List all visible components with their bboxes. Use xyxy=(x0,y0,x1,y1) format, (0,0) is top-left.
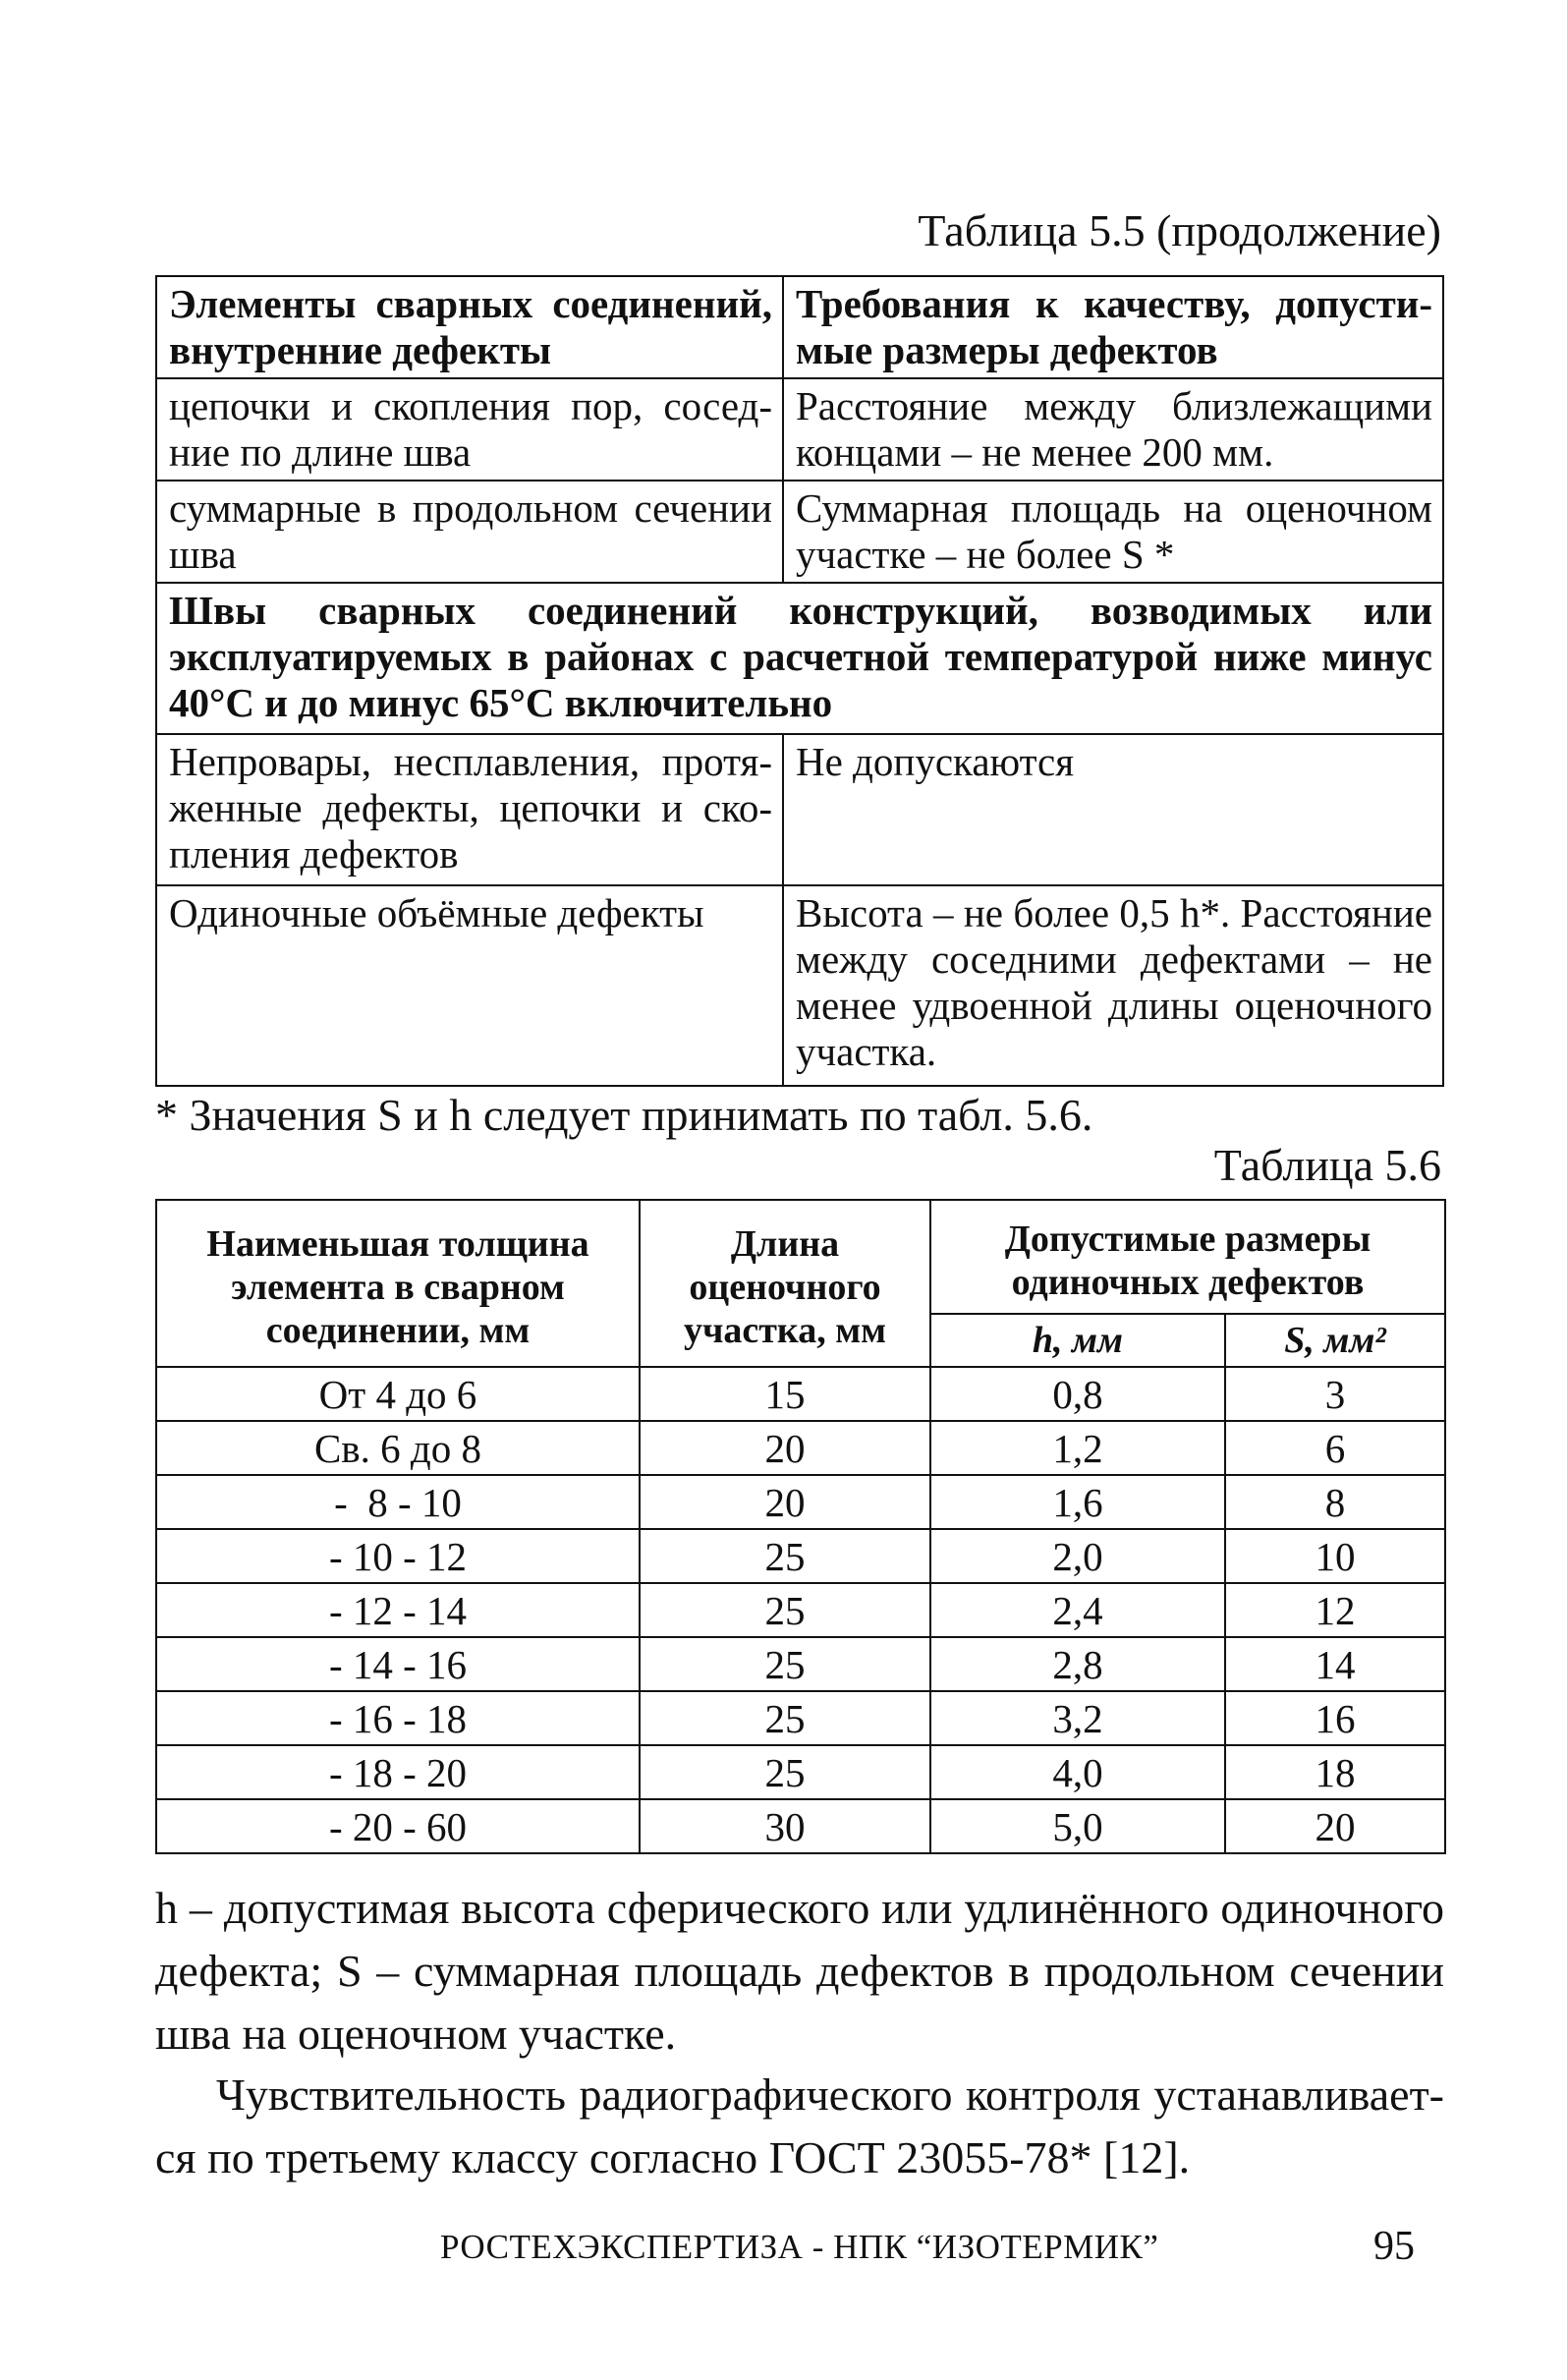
cell-s: 12 xyxy=(1225,1583,1445,1637)
row-element: цепочки и скопления пор, соседние по длине шва xyxy=(156,378,783,481)
table-footnote: * Значения S и h следует принимать по табл. 5.6. xyxy=(155,1090,1093,1140)
cell-h: 2,8 xyxy=(930,1637,1225,1691)
table-5-6 xyxy=(155,1199,1446,1854)
table-row xyxy=(156,1529,1445,1583)
header-elements: Элементы сварных соединений, внутренние дефекты xyxy=(156,276,783,378)
cell-s: 10 xyxy=(1225,1529,1445,1583)
table-row xyxy=(156,378,1443,481)
cell-h: 5,0 xyxy=(930,1799,1225,1853)
table-row xyxy=(156,1745,1445,1799)
table-row xyxy=(156,734,1443,885)
row-element: Непровары, несплавления, протяженные дефекты, цепочки и скопления дефектов xyxy=(156,734,783,885)
cell-s: 18 xyxy=(1225,1745,1445,1799)
cell-s: 14 xyxy=(1225,1637,1445,1691)
cell-length: 25 xyxy=(640,1637,930,1691)
header-thickness: Наименьшая толщина элемента в сварном соединении, мм xyxy=(156,1200,640,1367)
row-requirement-text: Суммарная площадь на оценочном участке – не более S * xyxy=(796,485,1432,577)
row-requirement xyxy=(783,481,1443,583)
table-5-5-caption: Таблица 5.5 (продолжение) xyxy=(918,205,1441,255)
table-row xyxy=(156,1637,1445,1691)
row-requirement: Расстояние между близлежащими концами – не менее 200 мм. xyxy=(783,378,1443,481)
cell-h: 0,8 xyxy=(930,1367,1225,1421)
cell-thickness-range: - 8 - 10 xyxy=(156,1475,640,1529)
table-row xyxy=(156,1367,1445,1421)
section-row xyxy=(156,583,1443,734)
header-allowed-sizes: Допустимые размеры одиночных дефектов xyxy=(930,1200,1445,1314)
row-element: суммарные в продольном сечении шва xyxy=(156,481,783,583)
cell-thickness-range: - 20 - 60 xyxy=(156,1799,640,1853)
cell-h: 4,0 xyxy=(930,1745,1225,1799)
row-element: Одиночные объёмные дефекты xyxy=(156,885,783,1086)
definition-paragraph: h – допустимая высота сферического или удлинённого одиночного дефекта; S – суммарная площадь дефектов в продольном сечении шва на оценочном участке. xyxy=(155,1883,1444,2059)
cell-length: 15 xyxy=(640,1367,930,1421)
cell-length: 25 xyxy=(640,1529,930,1583)
table-5-5 xyxy=(155,275,1444,1087)
cell-h: 1,2 xyxy=(930,1421,1225,1475)
table-row xyxy=(156,1799,1445,1853)
header-length: Длина оценочного участка, мм xyxy=(640,1200,930,1367)
table-5-6-caption: Таблица 5.6 xyxy=(1213,1140,1441,1190)
cell-s: 6 xyxy=(1225,1421,1445,1475)
cell-h: 2,4 xyxy=(930,1583,1225,1637)
table-header-row xyxy=(156,1200,1445,1314)
cell-thickness-range: Св. 6 до 8 xyxy=(156,1421,640,1475)
cell-thickness-range: - 14 - 16 xyxy=(156,1637,640,1691)
cell-s: 8 xyxy=(1225,1475,1445,1529)
table-row xyxy=(156,481,1443,583)
cell-length: 25 xyxy=(640,1745,930,1799)
cell-length: 20 xyxy=(640,1421,930,1475)
cell-thickness-range: От 4 до 6 xyxy=(156,1367,640,1421)
table-row xyxy=(156,1691,1445,1745)
table-row xyxy=(156,1475,1445,1529)
table-row xyxy=(156,1583,1445,1637)
cell-length: 20 xyxy=(640,1475,930,1529)
table-header-row xyxy=(156,276,1443,378)
cell-thickness-range: - 16 - 18 xyxy=(156,1691,640,1745)
header-h: h, мм xyxy=(930,1314,1225,1367)
table-body xyxy=(156,1367,1445,1853)
cell-thickness-range: - 10 - 12 xyxy=(156,1529,640,1583)
table-row xyxy=(156,1421,1445,1475)
cell-h: 1,6 xyxy=(930,1475,1225,1529)
row-requirement: Высота – не более 0,5 h*. Расстояние между соседними дефектами – не менее удвоенной длины оценочного участка. xyxy=(783,885,1443,1086)
header-requirements: Требования к качеству, допустимые размеры дефектов xyxy=(783,276,1443,378)
cell-s: 20 xyxy=(1225,1799,1445,1853)
cell-length: 25 xyxy=(640,1691,930,1745)
cell-length: 25 xyxy=(640,1583,930,1637)
cell-h: 3,2 xyxy=(930,1691,1225,1745)
cell-thickness-range: - 12 - 14 xyxy=(156,1583,640,1637)
cell-length: 30 xyxy=(640,1799,930,1853)
row-requirement: Не допускаются xyxy=(783,734,1443,885)
cell-s: 16 xyxy=(1225,1691,1445,1745)
footer-organization: РОСТЕХЭКСПЕРТИЗА - НПК “ИЗОТЕРМИК” xyxy=(440,2228,1159,2266)
cell-s: 3 xyxy=(1225,1367,1445,1421)
cell-thickness-range: - 18 - 20 xyxy=(156,1745,640,1799)
section-heading: Швы сварных соединений конструкций, возводимых или эксплуатируемых в районах с расчетной температурой ниже минус 40°С и до минус 65°С включительно xyxy=(156,583,1443,734)
sensitivity-paragraph: Чувствительность радиографического контроля устанавливается по третьему классу согласно ГОСТ 23055-78* [12]. xyxy=(155,2069,1444,2182)
header-s: S, мм² xyxy=(1225,1314,1445,1367)
cell-h: 2,0 xyxy=(930,1529,1225,1583)
page-number: 95 xyxy=(1373,2224,1415,2269)
table-row xyxy=(156,885,1443,1086)
